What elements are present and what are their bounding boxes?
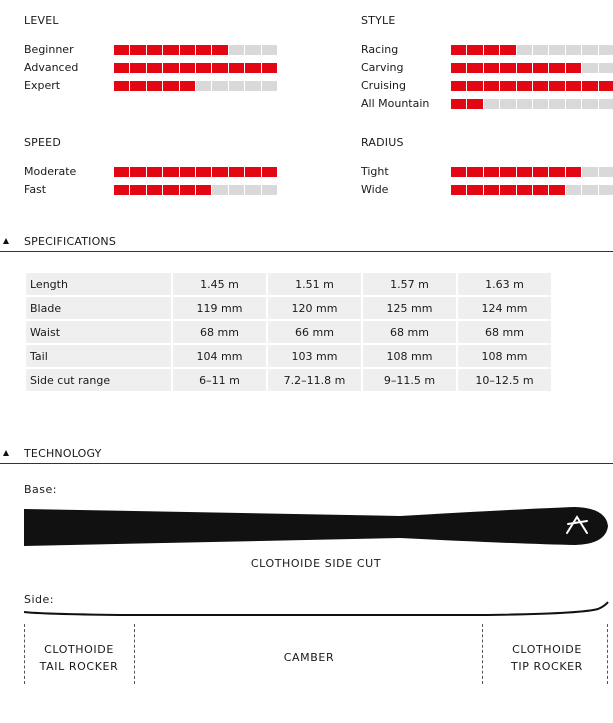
tail-rocker-line-1: CLOTHOIDE	[44, 643, 114, 656]
rating-segment-empty	[262, 45, 277, 55]
rating-group-radius	[361, 136, 613, 196]
rating-label: Fast	[24, 183, 47, 196]
rating-segment-empty	[245, 45, 260, 55]
rating-segment-empty	[599, 63, 613, 73]
rating-segment-filled	[566, 167, 581, 177]
rating-segment-empty	[262, 185, 277, 195]
camber-caption: CAMBER	[283, 651, 335, 664]
rating-bar	[451, 81, 613, 91]
collapse-triangle-icon[interactable]	[3, 238, 9, 244]
rating-label: Carving	[361, 61, 404, 74]
rating-segment-empty	[582, 185, 597, 195]
rating-row	[361, 166, 613, 178]
rating-segment-filled	[212, 167, 227, 177]
rating-segment-filled	[533, 185, 548, 195]
rating-bar	[114, 167, 277, 177]
rating-segment-filled	[130, 185, 145, 195]
rating-segment-filled	[196, 185, 211, 195]
spec-cell: 6–11 m	[173, 369, 266, 391]
rating-segment-filled	[180, 185, 195, 195]
rating-segment-filled	[467, 45, 482, 55]
zone-divider	[607, 624, 608, 684]
rating-segment-filled	[467, 99, 482, 109]
collapse-triangle-icon[interactable]	[3, 450, 9, 456]
rating-segment-filled	[500, 63, 515, 73]
rating-segment-filled	[163, 63, 178, 73]
rating-segment-empty	[566, 99, 581, 109]
side-cut-caption: CLOTHOIDE SIDE CUT	[250, 557, 382, 570]
rating-segment-filled	[180, 45, 195, 55]
rating-segment-filled	[500, 81, 515, 91]
zone-divider	[134, 624, 135, 684]
spec-row-label: Blade	[26, 297, 171, 319]
specifications-header[interactable]	[0, 234, 613, 252]
rating-segment-filled	[114, 167, 129, 177]
rating-bar	[451, 185, 613, 195]
rating-label: Beginner	[24, 43, 74, 56]
rating-segment-filled	[517, 167, 532, 177]
rating-segment-filled	[500, 45, 515, 55]
rating-segment-empty	[245, 81, 260, 91]
rating-bar	[114, 81, 277, 91]
rating-segment-filled	[467, 63, 482, 73]
rating-segment-empty	[549, 99, 564, 109]
spec-row	[26, 369, 551, 391]
spec-row	[26, 321, 551, 343]
spec-row-label: Waist	[26, 321, 171, 343]
rating-group-title: STYLE	[361, 14, 396, 27]
rating-segment-empty	[599, 45, 613, 55]
rating-segment-filled	[517, 81, 532, 91]
technology-header[interactable]	[0, 446, 613, 464]
spec-cell: 1.57 m	[363, 273, 456, 295]
rating-segment-empty	[212, 185, 227, 195]
rating-segment-empty	[582, 167, 597, 177]
rating-row	[361, 184, 613, 196]
rating-segment-empty	[517, 45, 532, 55]
rating-segment-filled	[245, 167, 260, 177]
rating-segment-filled	[163, 167, 178, 177]
rating-segment-filled	[196, 63, 211, 73]
rating-segment-filled	[147, 167, 162, 177]
rating-segment-filled	[130, 63, 145, 73]
rating-segment-filled	[130, 45, 145, 55]
rating-group-title: SPEED	[24, 136, 61, 149]
rating-segment-empty	[212, 81, 227, 91]
rating-segment-filled	[533, 167, 548, 177]
rating-segment-empty	[582, 45, 597, 55]
rating-segment-filled	[114, 81, 129, 91]
spec-cell: 68 mm	[363, 321, 456, 343]
rating-label: Cruising	[361, 79, 406, 92]
rating-segment-filled	[484, 167, 499, 177]
tip-rocker-caption	[487, 641, 607, 675]
rating-row	[24, 44, 284, 56]
rating-label: Wide	[361, 183, 389, 196]
rating-segment-filled	[196, 167, 211, 177]
rating-segment-filled	[517, 63, 532, 73]
ski-side-diagram	[0, 600, 613, 620]
tail-rocker-line-2: TAIL ROCKER	[39, 660, 119, 673]
rating-segment-filled	[549, 63, 564, 73]
spec-cell: 68 mm	[458, 321, 551, 343]
spec-cell: 1.51 m	[268, 273, 361, 295]
spec-cell: 66 mm	[268, 321, 361, 343]
rating-segment-filled	[114, 63, 129, 73]
rating-group-speed	[24, 136, 284, 196]
divider	[0, 251, 613, 252]
rating-segment-filled	[549, 81, 564, 91]
spec-cell: 124 mm	[458, 297, 551, 319]
zone-divider	[482, 624, 483, 684]
rating-segment-empty	[245, 185, 260, 195]
rating-segment-filled	[180, 63, 195, 73]
rating-segment-empty	[566, 45, 581, 55]
tip-rocker-line-1: CLOTHOIDE	[512, 643, 582, 656]
rating-label: Advanced	[24, 61, 79, 74]
rating-group-title: LEVEL	[24, 14, 59, 27]
base-label: Base:	[24, 483, 57, 496]
rating-segment-filled	[451, 99, 466, 109]
rating-segment-filled	[262, 63, 277, 73]
ski-base-diagram	[0, 504, 613, 554]
rating-segment-empty	[582, 63, 597, 73]
rating-row	[361, 80, 613, 92]
rating-label: Racing	[361, 43, 399, 56]
rating-segment-filled	[114, 45, 129, 55]
rating-segment-empty	[533, 99, 548, 109]
rating-segment-filled	[245, 63, 260, 73]
spec-cell: 9–11.5 m	[363, 369, 456, 391]
rating-segment-empty	[196, 81, 211, 91]
rating-segment-filled	[599, 81, 613, 91]
rating-segment-filled	[130, 81, 145, 91]
rating-segment-filled	[147, 63, 162, 73]
section-title: SPECIFICATIONS	[24, 235, 117, 248]
ski-base-shape	[24, 507, 608, 546]
rating-segment-filled	[500, 167, 515, 177]
rating-segment-filled	[212, 63, 227, 73]
rating-segment-filled	[147, 185, 162, 195]
rating-segment-filled	[517, 185, 532, 195]
rating-segment-filled	[262, 167, 277, 177]
rating-segment-filled	[467, 185, 482, 195]
rating-segment-filled	[229, 167, 244, 177]
rating-segment-filled	[196, 45, 211, 55]
side-label: Side:	[24, 593, 54, 606]
spec-cell: 103 mm	[268, 345, 361, 367]
rating-row	[24, 184, 284, 196]
rating-segment-filled	[484, 81, 499, 91]
rating-row	[361, 98, 613, 110]
rating-segment-empty	[599, 99, 613, 109]
rating-segment-empty	[229, 185, 244, 195]
rating-row	[24, 166, 284, 178]
rating-segment-filled	[451, 167, 466, 177]
tip-rocker-line-2: TIP ROCKER	[511, 660, 583, 673]
rating-segment-filled	[180, 81, 195, 91]
rating-bar	[451, 167, 613, 177]
rating-segment-empty	[599, 185, 613, 195]
section-title: TECHNOLOGY	[24, 447, 102, 460]
rating-segment-filled	[147, 45, 162, 55]
rating-segment-filled	[451, 45, 466, 55]
tail-rocker-caption	[24, 641, 134, 675]
spec-cell: 119 mm	[173, 297, 266, 319]
spec-cell: 68 mm	[173, 321, 266, 343]
spec-row-label: Side cut range	[26, 369, 171, 391]
rating-bar	[114, 185, 277, 195]
rating-row	[361, 44, 613, 56]
rating-segment-filled	[533, 81, 548, 91]
rating-segment-filled	[566, 63, 581, 73]
specifications-table	[24, 271, 553, 393]
rating-segment-filled	[566, 81, 581, 91]
rating-segment-filled	[180, 167, 195, 177]
rating-segment-empty	[533, 45, 548, 55]
rating-segment-filled	[229, 63, 244, 73]
rating-segment-filled	[500, 185, 515, 195]
rating-label: Tight	[361, 165, 389, 178]
rating-bar	[114, 45, 277, 55]
rating-bar	[451, 99, 613, 109]
rating-segment-empty	[484, 99, 499, 109]
rating-row	[361, 62, 613, 74]
rating-bar	[451, 45, 613, 55]
spec-cell: 1.63 m	[458, 273, 551, 295]
rating-segment-empty	[229, 81, 244, 91]
spec-row	[26, 345, 551, 367]
rating-segment-filled	[451, 63, 466, 73]
rating-label: Moderate	[24, 165, 77, 178]
rating-segment-filled	[451, 185, 466, 195]
rating-segment-filled	[130, 167, 145, 177]
rating-segment-filled	[549, 167, 564, 177]
spec-row	[26, 273, 551, 295]
rating-row	[24, 80, 284, 92]
spec-cell: 1.45 m	[173, 273, 266, 295]
rating-segment-empty	[566, 185, 581, 195]
rating-segment-empty	[262, 81, 277, 91]
rating-bar	[114, 63, 277, 73]
spec-cell: 104 mm	[173, 345, 266, 367]
rating-segment-filled	[484, 45, 499, 55]
rating-group-title: RADIUS	[361, 136, 404, 149]
rating-segment-filled	[549, 185, 564, 195]
spec-cell: 108 mm	[363, 345, 456, 367]
spec-row	[26, 297, 551, 319]
rating-segment-empty	[229, 45, 244, 55]
rating-segment-filled	[163, 185, 178, 195]
spec-row-label: Length	[26, 273, 171, 295]
rating-segment-empty	[517, 99, 532, 109]
rating-label: All Mountain	[361, 97, 430, 110]
rating-bar	[451, 63, 613, 73]
rating-segment-filled	[212, 45, 227, 55]
rating-segment-filled	[582, 81, 597, 91]
rating-group-style	[361, 14, 613, 114]
rating-segment-filled	[467, 81, 482, 91]
rating-segment-filled	[484, 185, 499, 195]
rating-segment-filled	[451, 81, 466, 91]
ski-side-profile	[24, 602, 608, 615]
rating-segment-filled	[533, 63, 548, 73]
spec-cell: 108 mm	[458, 345, 551, 367]
spec-cell: 125 mm	[363, 297, 456, 319]
rating-label: Expert	[24, 79, 61, 92]
divider	[0, 463, 613, 464]
rating-segment-empty	[549, 45, 564, 55]
spec-row-label: Tail	[26, 345, 171, 367]
rating-row	[24, 62, 284, 74]
rating-segment-empty	[500, 99, 515, 109]
rating-segment-empty	[599, 167, 613, 177]
spec-cell: 120 mm	[268, 297, 361, 319]
rating-segment-filled	[163, 81, 178, 91]
rating-segment-filled	[114, 185, 129, 195]
rating-group-level	[24, 14, 284, 94]
rating-segment-filled	[467, 167, 482, 177]
spec-cell: 7.2–11.8 m	[268, 369, 361, 391]
rating-segment-empty	[582, 99, 597, 109]
ratings-panel	[0, 0, 613, 200]
rating-segment-filled	[163, 45, 178, 55]
rating-segment-filled	[147, 81, 162, 91]
spec-cell: 10–12.5 m	[458, 369, 551, 391]
rating-segment-filled	[484, 63, 499, 73]
